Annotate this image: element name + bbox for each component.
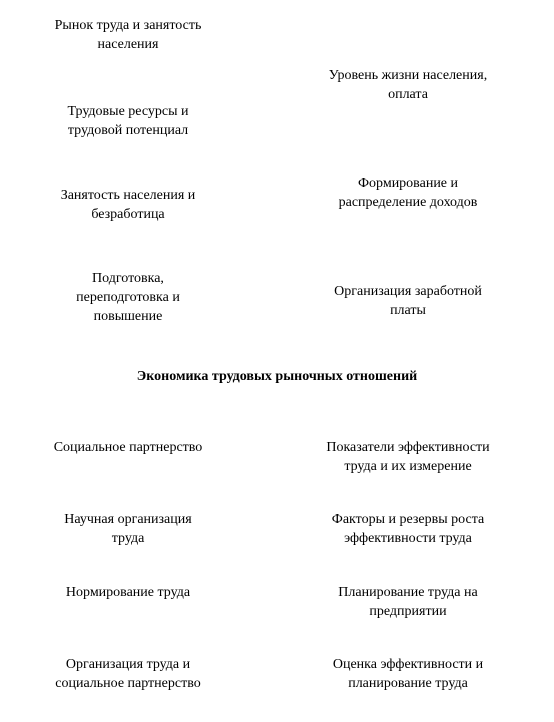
node-living-standards: Уровень жизни населения, оплата — [328, 68, 488, 102]
node-training-retraining: Подготовка, переподготовка и повышение — [76, 271, 180, 324]
node-social-partnership: Социальное партнерство — [53, 440, 203, 455]
node-employment-unemployment: Занятость населения и безработица — [60, 188, 196, 222]
node-labor-rationing: Нормирование труда — [65, 585, 191, 600]
node-labor-resources: Трудовые ресурсы и трудовой потенциал — [67, 104, 189, 138]
node-wage-organization: Организация заработной платы — [334, 284, 482, 318]
node-labor-organization-partnership: Организация труда и социальное партнерство — [55, 657, 201, 691]
node-labor-planning: Планирование труда на предприятии — [338, 585, 478, 619]
node-efficiency-factors: Факторы и резервы роста эффективности труда — [331, 512, 485, 546]
node-labor-market: Рынок труда и занятость населения — [54, 18, 202, 52]
node-scientific-labor-organization: Научная организация труда — [64, 512, 192, 546]
node-efficiency-indicators: Показатели эффективности труда и их измерение — [326, 440, 490, 474]
node-income-distribution: Формирование и распределение доходов — [338, 176, 478, 210]
node-efficiency-evaluation: Оценка эффективности и планирование труда — [332, 657, 484, 691]
center-title: Экономика трудовых рыночных отношений — [136, 369, 418, 384]
